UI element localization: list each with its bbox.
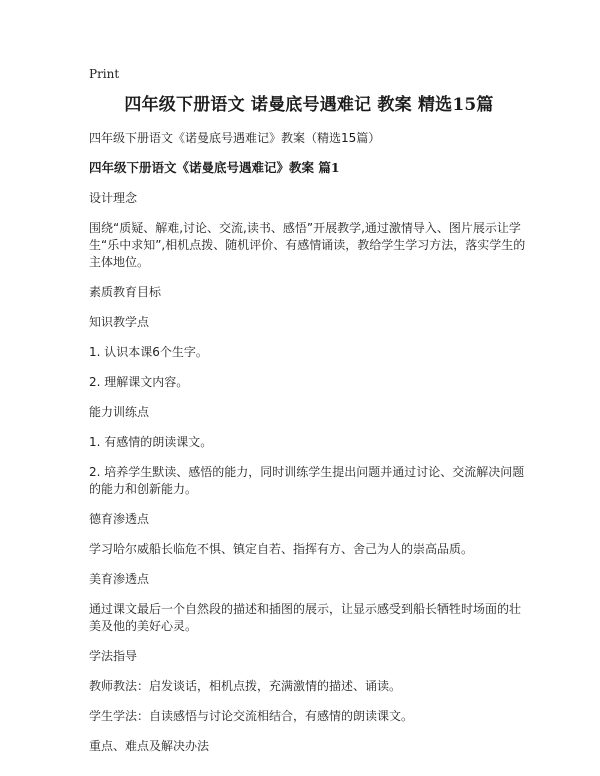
list-item-ability-1: 1. 有感情的朗读课文。	[89, 435, 213, 449]
paragraph-design-concept: 围绕“质疑、解难,讨论、交流,读书、感悟”开展教学,通过激情导入、图片展示让学生“乐中求知”,相机点拨、随机评价、有感情诵读，教给学生学习方法，落实学生的主体地位。	[89, 221, 526, 269]
heading-ability-points: 能力训练点	[89, 405, 150, 419]
paragraph-student-method: 学生学法：自读感悟与讨论交流相结合，有感情的朗读课文。	[89, 709, 414, 723]
list-item-ability-2: 2. 培养学生默读、感悟的能力，同时训练学生提出问题并通过讨论、交流解决问题的能力和创新能力。	[89, 465, 525, 496]
paragraph-teacher-method: 教师教法：启发谈话，相机点拨，充满激情的描述、诵读。	[89, 679, 402, 693]
document-subtitle: 四年级下册语文《诺曼底号遇难记》教案（精选15篇）	[89, 131, 381, 145]
heading-key-difficulties: 重点、难点及解决办法	[89, 739, 210, 753]
heading-knowledge-points: 知识教学点	[89, 315, 150, 329]
list-item-knowledge-2: 2. 理解课文内容。	[89, 375, 189, 389]
heading-moral-points: 德育渗透点	[89, 512, 150, 526]
heading-design-concept: 设计理念	[89, 191, 138, 205]
heading-aesthetic-points: 美育渗透点	[89, 572, 150, 586]
document-title: 四年级下册语文 诺曼底号遇难记 教案 精选15篇	[124, 95, 494, 115]
heading-study-guidance: 学法指导	[89, 649, 138, 663]
section-title: 四年级下册语文《诺曼底号遇难记》教案 篇1	[89, 160, 340, 175]
heading-quality-goals: 素质教育目标	[89, 285, 162, 299]
list-item-knowledge-1: 1. 认识本课6个生字。	[89, 345, 208, 359]
paragraph-aesthetic: 通过课文最后一个自然段的描述和插图的展示，让显示感受到船长牺牲时场面的壮美及他的美好心灵。	[89, 602, 522, 633]
print-label: Print	[89, 67, 120, 81]
document-page	[89, 66, 529, 768]
paragraph-moral: 学习哈尔威船长临危不惧、镇定自若、指挥有方、舍己为人的崇高品质。	[89, 542, 474, 556]
